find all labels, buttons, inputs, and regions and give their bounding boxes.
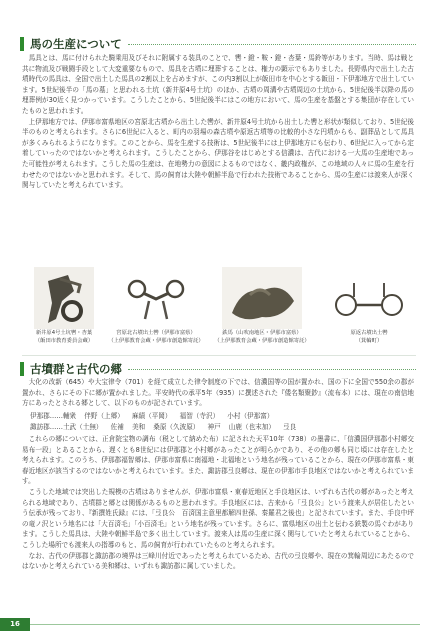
photo-item [322,267,416,345]
list-entry: 美和 [131,422,146,431]
section1-body [22,53,414,191]
list-entry: 伴野（上郷） [84,412,124,420]
paragraph: なお、古代の伊那郡と諏訪郡の境界は三峰川付近であったと考えられているため、古代の弖良郷や、現在の箕輪周辺にあたるのではないかと考えられている美和郷は、いずれも諏訪郡に属していました。 [22,551,414,571]
photo-caption: 鉄馬（山吹南地区・伊那市富県） [222,330,302,336]
section-title: 古墳群と古代の郷 [30,362,122,376]
section-divider [22,355,416,356]
photo-caption-owner: （上伊那教育会蔵・伊那市創造館寄託） [108,338,204,345]
page-number: 16 [0,618,30,631]
paragraph: これらの郷については、正倉院宝物の調布（税として納めた布）に記された天平10年（738）の墨書に、「信濃国伊那郡小村郷交易布一段」とあることから、遅くとも8世紀には伊那郡と小村郷があったことが明らかであり、その他の郷も同じ頃には存在したと考えられます。このうち、伊那郡福智郷は、伊那市富県に南福地・北福地という地名が残っていることから、現在の伊那市富県・東春近地区が該当するのではないかと考えられています。また、諏訪郡弖良郷は、現在の伊那市手良地区ではないかと考えられています。 [22,435,414,486]
section2-intro [22,377,414,409]
photo-caption: 新井原4号土坑轡・杏葉 [35,330,93,336]
list-entry: 小村（伊那富） [227,412,274,420]
photo-item [110,267,202,345]
photo-caption: 宮原北古墳出土轡（伊那市富県） [116,330,196,336]
list-entry: 福智（寺沢） [179,412,220,420]
photo-caption: 原返古墳出土轡 [350,330,388,336]
photo-caption-owner: （飯田市教育委員会蔵） [34,338,94,345]
list-entry: 麻績（平岡） [131,412,172,420]
bit-photo-icon [34,267,94,329]
photo-caption-owner: （箕輪町） [355,338,383,345]
heading-marker [20,362,24,376]
village-list [30,411,414,432]
photo-row [22,267,416,353]
photo-caption-owner: （上伊那教育会蔵・伊那市創造館寄託） [214,338,310,345]
list-entry: 山鹿（也末加） [228,422,275,431]
footer-rule [30,624,420,625]
bit-photo-icon [119,267,193,329]
section-heading-tumuli-ancient-villages [20,361,416,377]
list-entry: 諏訪郡……土武（土無） [30,422,103,431]
paragraph: 大化の改新（645）や大宝律令（701）を経て成立した律令制度の下では、信濃国等の国が置かれ、国の下に全国で550余の郡が置かれ、さらにその下に郷が置かれました。平安時代の承平5年（935）に撰述された『倭名類聚鈔』（流布本）には、現在の南信地方にあったとされる郷として、以下のものが記されています。 [22,378,414,408]
paragraph: 上伊那地方では、伊那市富県地区の宮原北古墳から出土した轡が、新井原4号土坑から出土した轡と形状が類似しており、5世紀後半のものと考えられます。さらに6世紀に入ると、町内の羽場の森古墳や原返古墳等の比較的小さな円墳からも、副葬品として馬具が多くみられるようになります。このことから、馬を生産する技術は、5世紀後半には上伊那地方にも伝わり、6世紀に入ってから定着していったのではないかと考えられます。こうしたことから、伊那谷をはじめとする信濃は、古代における一大馬の生産地であった可能性が考えられます。こうした馬の生産は、在地勢力の意図によるものではなく、畿内政権が、この地域の人々に馬の生産を行わせたのではないかと思われます。そして、馬の飼育は大陸や朝鮮半島で行われた技術であることから、馬の生産には渡来人が深く関与していたと考えられています。 [22,117,414,190]
section2-body [22,434,414,572]
photo-item [22,267,106,345]
heading-rule [128,44,416,45]
list-entry: 桑原（久波原） [153,422,200,431]
paragraph: 馬具とは、馬に付けられた騎乗用及びそれに附属する装具のことで、轡・鐙・鞍・鐙・杏葉・馬鈴等があります。当時、馬は戦と共に物流及び戦闘手段として大変重要なもので、馬具を古墳に埋葬することは、権力の顕示でもありました。長野県内で出土した古墳時代の馬具は、全国で出土した馬具の2割以上を占めますが、この内3割以上が飯田市を中心とする飯田・下伊那地方で出土しています。5世紀後半の「馬の墓」と思われる土坑（新井原4号土坑）のほか、古墳の周溝や古墳周辺の土坑から、5世紀後半以降の馬の埋葬例が30近く見つかっています。こうしたことから、5世紀後半にはこの地方において、馬の生産を基盤とする集団が存在していたものと思われます。 [22,54,414,115]
photo-item [212,267,312,345]
list-entry: 神戸 [207,422,221,431]
list-item [30,422,414,433]
section-title: 馬の生産について [30,37,122,51]
list-entry: 弖良 [283,422,297,431]
list-entry: 伊那郡……輔衆 [30,412,77,420]
heading-rule [128,369,416,370]
paragraph: こうした地域では突出した規模の古墳はありませんが、伊那市富県・東春近地区と手良地区は、いずれも古代の郷があったと考えられる地域であり、古墳群と郷とは関係があるものと思われます。手良地区には、古来から「弖良公」という渡来人が居住したという伝承が残っており、『新撰姓氏録』には、「弖良公 百済国主意里都解四世孫、秦羅君之後也」と記されています。また、手良中坪の竜ノ沢という地名には「大百済毛」「小百済毛」という地名が残っています。さらに、富県地区の出土と伝わる鉄製の馬ぐわがあります。こうした馬具は、大陸や朝鮮半島で多く出土しています。渡来人は馬の生産に深く関与していたと考えられていることから、こうした場所でも渡来人の指導のもと、馬の飼育が行われていたものと考えられます。 [22,487,414,549]
list-item [30,411,414,422]
bit-photo-icon [330,267,408,329]
iron-horse-photo-icon [222,267,302,329]
heading-marker [20,37,24,51]
list-entry: 佐補 [110,422,124,431]
section-heading-horse-production [20,36,416,52]
